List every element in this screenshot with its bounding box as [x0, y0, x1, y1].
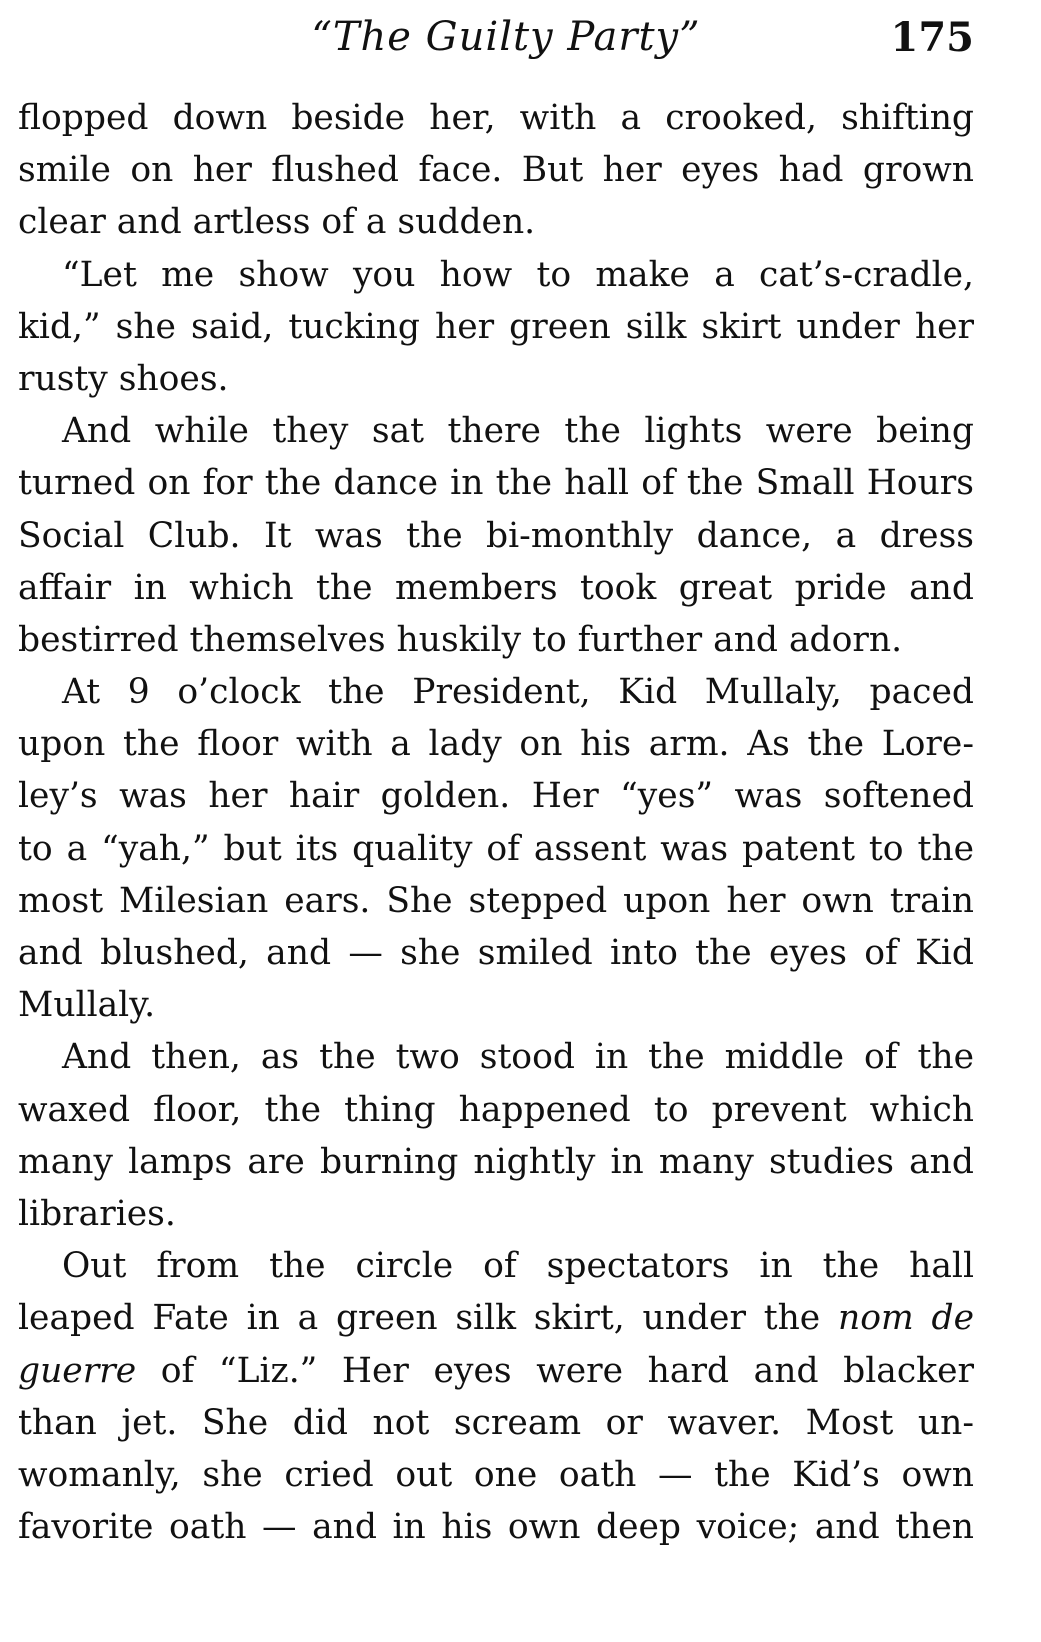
running-head — [18, 0, 974, 90]
text-segment: leaped Fate in a green silk skirt, under the — [18, 1298, 821, 1339]
page-number: 175 — [890, 14, 974, 61]
text-line: and blushed, and — she smiled into the eyes of Kid — [18, 933, 974, 973]
text-line: kid,” she said, tucking her green silk skirt under her — [18, 306, 974, 347]
text-line: many lamps are burning nightly in many studies and — [18, 1141, 974, 1182]
text-line: ley’s was her hair golden. Her “yes” was softened — [18, 776, 974, 817]
paragraph — [18, 249, 974, 406]
text-line: At 9 o’clock the President, Kid Mullaly, paced — [62, 672, 974, 713]
text-line: Mullaly. — [18, 985, 156, 1026]
text-line: turned on for the dance in the hall of the Small Hours — [18, 463, 974, 504]
paragraph — [18, 405, 974, 666]
text-segment: of “Liz.” Her eyes were hard and blacker — [160, 1350, 974, 1391]
italic-phrase: guerre — [18, 1350, 137, 1391]
text-line: libraries. — [18, 1193, 176, 1234]
book-page — [18, 0, 974, 1642]
text-line: clear and artless of a sudden. — [18, 202, 536, 243]
text-line: Social Club. It was the bi-monthly dance, a dress — [18, 515, 974, 556]
paragraph — [18, 1031, 974, 1240]
text-line: bestirred themselves huskily to further and adorn. — [18, 619, 903, 660]
text-line: than jet. She did not scream or waver. Most un- — [18, 1402, 974, 1443]
text-line: most Milesian ears. She stepped upon her own train — [18, 880, 974, 921]
text-line: womanly, she cried out one oath — the Kid’s own — [18, 1454, 974, 1495]
text-line: And while they sat there the lights were being — [62, 411, 974, 452]
paragraph — [18, 92, 974, 249]
text-line: “Let me show you how to make a cat’s-cradle, — [62, 254, 974, 295]
text-line: waxed floor, the thing happened to prevent which — [18, 1089, 974, 1130]
text-line: Out from the circle of spectators in the hall — [62, 1246, 974, 1287]
text-line: to a “yah,” but its quality of assent was patent to the — [18, 828, 974, 869]
italic-phrase: nom de — [838, 1298, 974, 1339]
running-title: “The Guilty Party” — [311, 14, 701, 60]
text-line — [18, 1345, 974, 1397]
text-line: upon the floor with a lady on his arm. As the Lore- — [18, 724, 974, 765]
paragraph — [18, 1240, 974, 1553]
paragraph — [18, 666, 974, 1031]
text-line: rusty shoes. — [18, 358, 229, 399]
text-line: favorite oath — and in his own deep voice; and then — [18, 1507, 974, 1548]
text-line: affair in which the members took great pride and — [18, 567, 974, 608]
body-text — [18, 92, 974, 1553]
text-line: smile on her flushed face. But her eyes had grown — [18, 150, 974, 191]
text-line — [18, 1292, 974, 1344]
text-line: And then, as the two stood in the middle of the — [62, 1037, 974, 1078]
text-line: flopped down beside her, with a crooked, shifting — [18, 98, 974, 138]
